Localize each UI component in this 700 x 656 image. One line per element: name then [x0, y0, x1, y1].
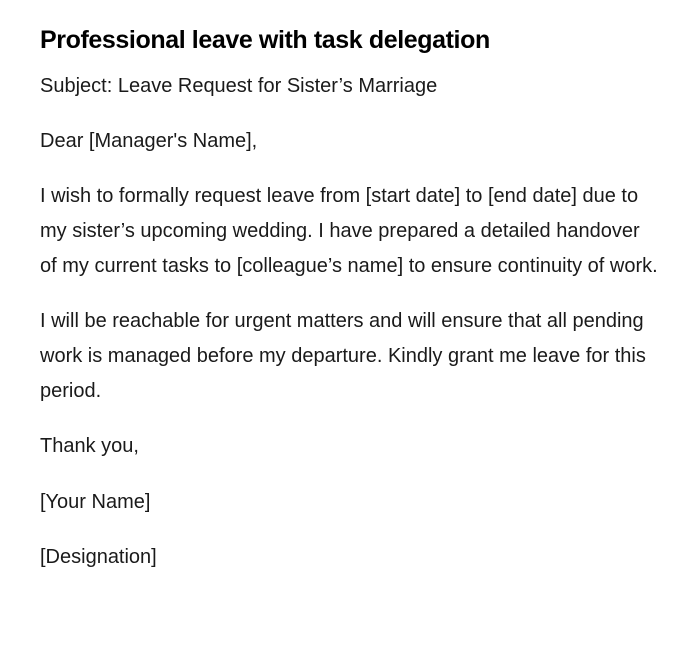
closing-line: Thank you, — [40, 435, 139, 457]
document-title: Professional leave with task delegation — [40, 26, 490, 54]
body-paragraph-2: I will be reachable for urgent matters and will ensure that all pending work is managed before my departure. Kindly grant me leave for this period. — [40, 310, 646, 402]
signature-name: [Your Name] — [40, 491, 151, 513]
body-paragraph-1: I wish to formally request leave from [start date] to [end date] due to my sister’s upcoming wedding. I have prepared a detailed handover of my current tasks to [colleague’s name] to ensure continuity of work. — [40, 185, 658, 277]
letter-document — [40, 22, 660, 575]
greeting-line: Dear [Manager's Name], — [40, 130, 258, 152]
signature-designation: [Designation] — [40, 546, 157, 568]
subject-line: Subject: Leave Request for Sister’s Marriage — [40, 75, 438, 97]
